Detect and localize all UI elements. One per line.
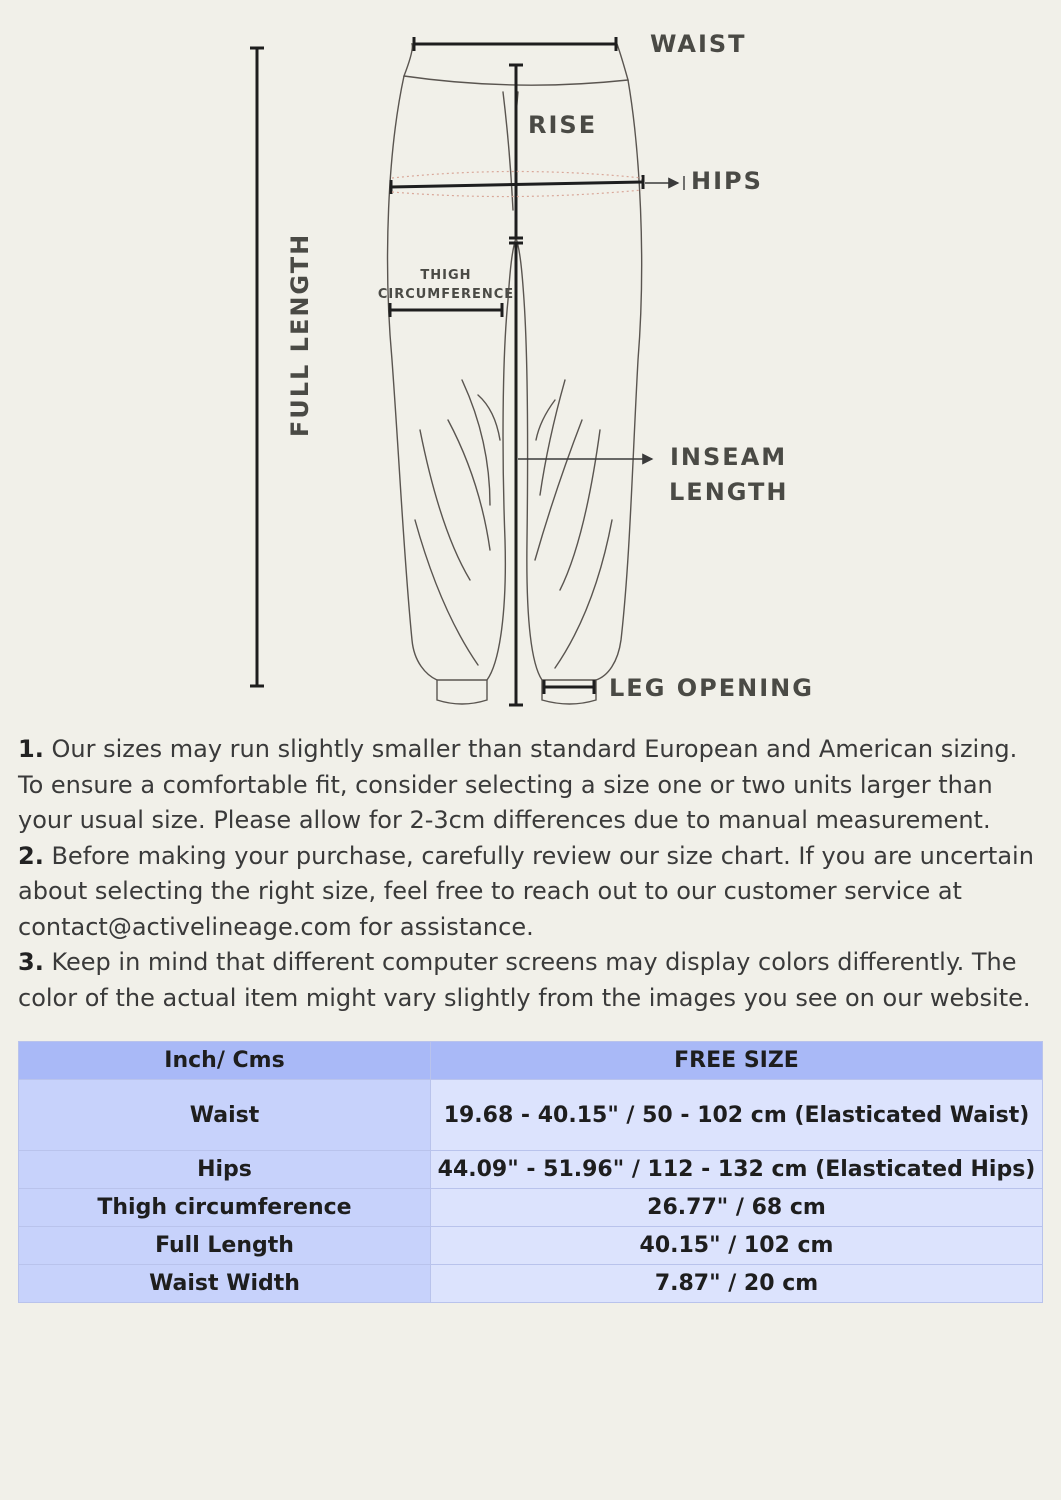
label-waist: WAIST <box>650 30 747 58</box>
label-leg-opening: LEG OPENING <box>609 674 814 702</box>
table-header-row <box>19 1042 1043 1080</box>
pants-measurement-diagram <box>0 0 1061 720</box>
left-cuff <box>437 680 487 704</box>
label-full-length: FULL LENGTH <box>286 232 314 438</box>
row-label: Waist Width <box>19 1265 431 1303</box>
size-chart-table <box>18 1041 1043 1303</box>
note-number: 3. <box>18 948 44 976</box>
label-thigh-line1: THIGH <box>420 268 472 283</box>
note-number: 1. <box>18 735 44 763</box>
label-inseam-line2: LENGTH <box>669 478 789 506</box>
note-text: Before making your purchase, carefully review our size chart. If you are uncertain about selecting the right size, feel free to reach out to our customer service at contact@activelineage.com for assistance. <box>18 841 1034 941</box>
note-1 <box>18 732 1043 839</box>
row-value: 7.87" / 20 cm <box>431 1265 1043 1303</box>
row-label: Waist <box>19 1080 431 1151</box>
drape-folds <box>415 380 612 668</box>
row-label: Thigh circumference <box>19 1189 431 1227</box>
header-size: FREE SIZE <box>431 1042 1043 1080</box>
table-row <box>19 1080 1043 1151</box>
row-label: Full Length <box>19 1227 431 1265</box>
label-inseam-line1: INSEAM <box>670 443 788 471</box>
table-row <box>19 1151 1043 1189</box>
table-row <box>19 1189 1043 1227</box>
label-thigh-line2: CIRCUMFERENCE <box>377 287 515 302</box>
note-text: Our sizes may run slightly smaller than standard European and American sizing. To ensure a comfortable fit, consider selecting a size one or two units larger than your usual size. Please allow for 2-3cm differences due to manual measurement. <box>18 735 1018 834</box>
note-text: Keep in mind that different computer screens may display colors differently. The color of the actual item might vary slightly from the images you see on our website. <box>18 948 1031 1012</box>
label-hips: HIPS <box>691 167 763 195</box>
row-value: 26.77" / 68 cm <box>431 1189 1043 1227</box>
right-cuff <box>542 680 596 704</box>
header-unit: Inch/ Cms <box>19 1042 431 1080</box>
size-notes <box>18 732 1043 1016</box>
row-value: 19.68 - 40.15" / 50 - 102 cm (Elasticated Waist) <box>431 1080 1043 1151</box>
note-2 <box>18 839 1043 946</box>
table-row <box>19 1265 1043 1303</box>
pointer-arrows <box>518 176 684 459</box>
label-rise: RISE <box>528 111 598 139</box>
note-3 <box>18 945 1043 1016</box>
row-value: 44.09" - 51.96" / 112 - 132 cm (Elasticated Hips) <box>431 1151 1043 1189</box>
right-leg-outline <box>516 80 642 680</box>
row-label: Hips <box>19 1151 431 1189</box>
row-value: 40.15" / 102 cm <box>431 1227 1043 1265</box>
note-number: 2. <box>18 841 44 870</box>
table-row <box>19 1227 1043 1265</box>
left-leg-outline <box>388 76 516 680</box>
